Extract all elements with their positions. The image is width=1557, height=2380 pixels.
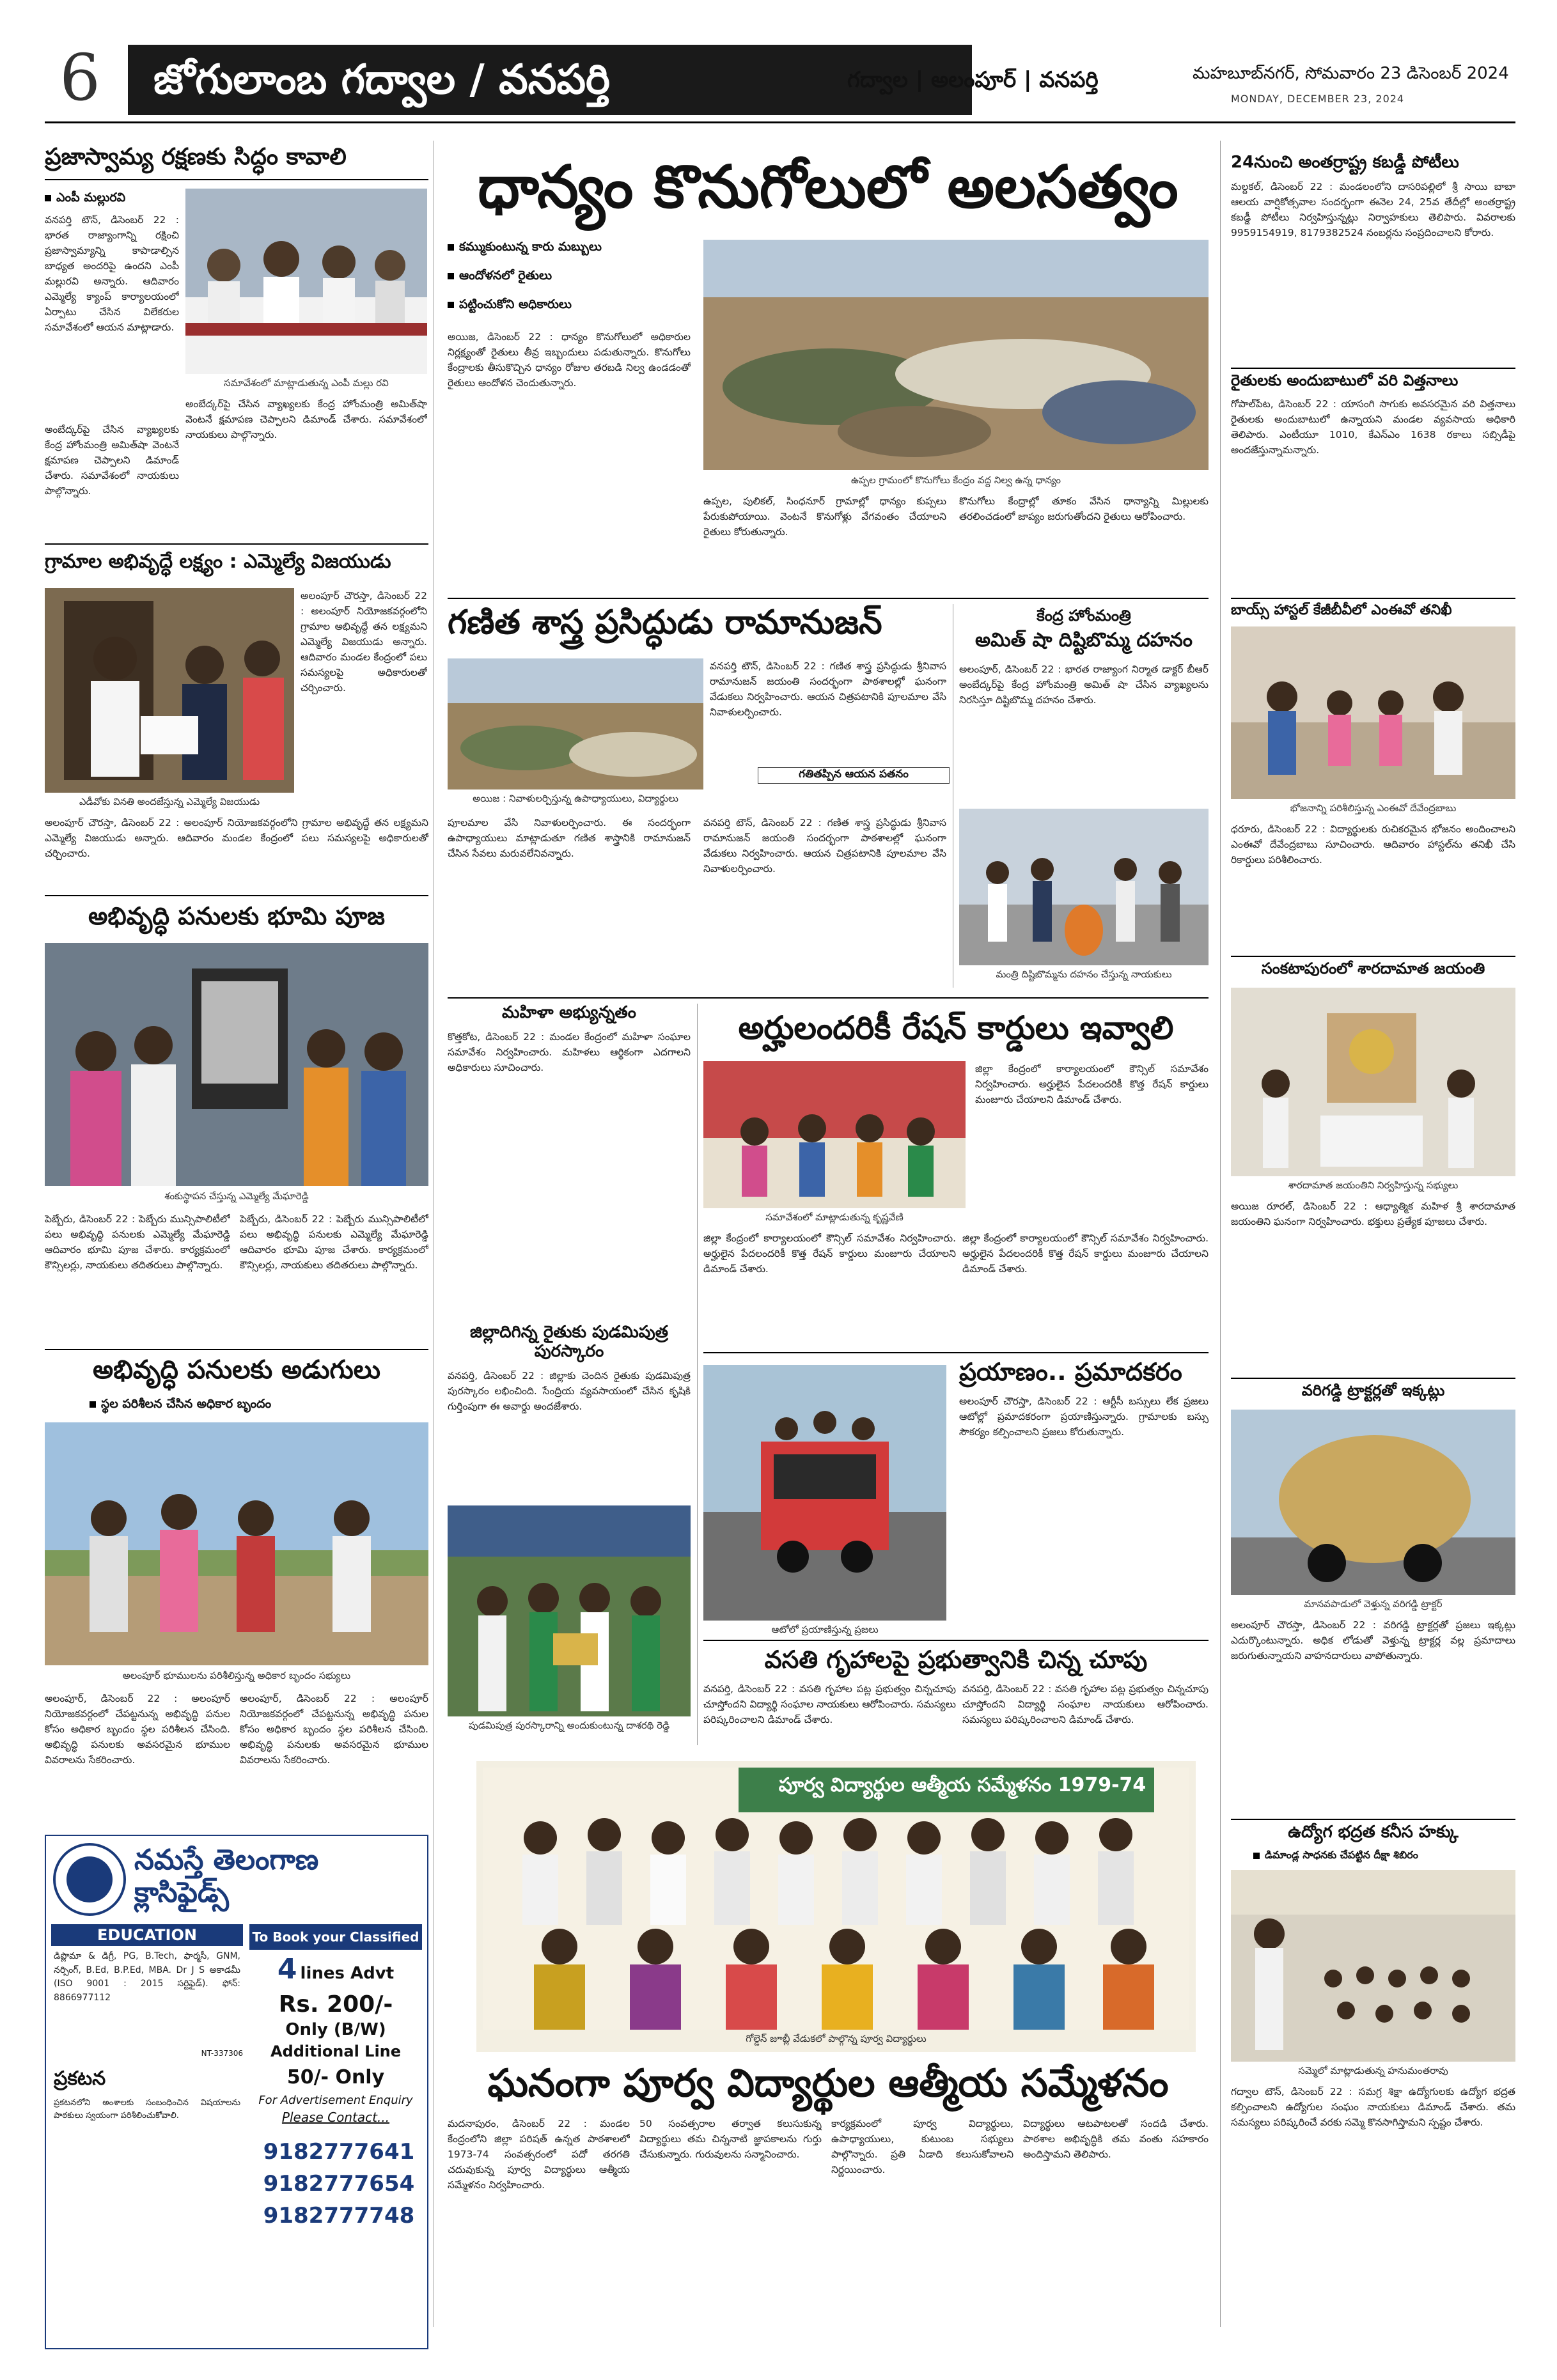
article-body: మదనాపురం, డిసెంబర్‌ 22 : మండల కేంద్రంలోని జిల్లా పరిషత్‌ ఉన్నత పాఠశాలలో 1973-74 సంవత్సరంలో పదో తరగతి చదువుకున్న పూర్వ విద్యార్థులు ఆత్మీయ సమ్మేళనం నిర్వహించారు. (448, 2118, 630, 2191)
effigy-burning-photo (959, 809, 1209, 965)
article-body: వనపర్తి టౌన్‌, డిసెంబర్‌ 22 : గణిత శాస్త్ర ప్రసిద్ధుడు శ్రీనివాస రామానుజన్‌ జయంతి సందర్భంగా పాఠశాలల్లో ఘనంగా వేడుకలు నిర్వహించారు. ఆయన చిత్రపటానికి పూలమాల వేసి నివాళులర్పించారు. (710, 660, 946, 719)
headline: అభివృద్ధి పనులకు అడుగులు (93, 1355, 380, 1385)
photo-caption: మానవపాడులో వెళ్తున్న వరిగడ్డి ట్రాక్టర్‌ (1304, 1598, 1443, 1610)
headline: అమిత్‌ షా దిష్టిబొమ్మ దహనం (975, 629, 1193, 651)
education-text: డిప్లొమా & డిగ్రీ, PG, B.Tech, ఫార్మసీ, GNM, నర్సింగ్, B.Ed, B.P.Ed, MBA. Dr J S అకాడమీ (ISO 9001 : 2015 సర్టిఫైడ్). ఫోన్: 8866977112 (54, 1951, 240, 2003)
price-note: Only (B/W) (285, 2020, 386, 2039)
article-body-cont: జిల్లా కేంద్రంలో కార్యాలయంలో కౌన్సిల్‌ సమావేశం నిర్వహించారు. అర్హులైన పేదలందరికీ కొత్త రేషన్‌ కార్డులు మంజూరు చేయాలని డిమాండ్‌ చేశారు. (703, 1233, 956, 1275)
article-body-cont: అలంపూర్‌, డిసెంబర్‌ 22 : అలంపూర్‌ నియోజకవర్గంలో చేపట్టనున్న అభివృద్ధి పనుల కోసం అధికార బృందం స్థల పరిశీలన చేసింది. అభివృద్ధి పనులకు అవసరమైన భూముల వివరాలను సేకరించారు. (240, 1693, 428, 1766)
bullet: పట్టించుకోని అధికారులు (448, 297, 691, 315)
article-body: కార్యక్రమంలో పూర్వ విద్యార్థులు, ఉపాధ్యాయులు, కుటుంబ సభ్యులు పాల్గొన్నారు. ప్రతి ఏడాది కలుసుకోవాలని నిర్ణయించారు. (831, 2118, 1013, 2176)
column-rule (697, 1004, 698, 1745)
additional-line: Additional Line (270, 2042, 402, 2060)
divider (1231, 1819, 1515, 1820)
article-body: పెబ్బేరు, డిసెంబర్‌ 22 : పెబ్బేరు మున్సిపాలిటీలో పలు అభివృద్ధి పనులకు ఎమ్మెల్యే మేఘారెడ్డి ఆదివారం భూమి పూజ చేశారు. కార్యక్రమంలో కౌన్సిలర్లు, నాయకులు తదితరులు పాల్గొన్నారు. (45, 1213, 230, 1272)
divider (448, 997, 1209, 999)
masthead-date-en: MONDAY, DECEMBER 23, 2024 (1231, 93, 1405, 105)
article-body-cont: అంబేద్కర్‌పై చేసిన వ్యాఖ్యలకు కేంద్ర హోంమంత్రి అమిత్‌షా వెంటనే క్షమాపణ చెప్పాలని డిమాండ్‌ చేశారు. సమావేశంలో నాయకులు పాల్గొన్నారు. (45, 424, 179, 497)
notice-text: ప్రకటనలోని అంశాలకు సంబంధించిన విషయాలను పాఠకులు స్వయంగా పరిశీలించుకోవాలి. (54, 2098, 240, 2121)
kicker: కేంద్ర హోంమంత్రి (1037, 607, 1131, 625)
photo-caption: భోజనాన్ని పరిశీలిస్తున్న ఎంఈవో దేవేంద్రబాబు (1290, 802, 1457, 814)
article-body: కొనుగోలు కేంద్రాల్లో తూకం వేసిన ధాన్యాన్ని మిల్లులకు తరలించడంలో జాప్యం జరుగుతోందని రైతులు ఆరోపించారు. (959, 495, 1209, 523)
bullet: స్థల పరిశీలన చేసిన అధికార బృందం (90, 1397, 422, 1414)
photo-caption: మంత్రి దిష్టిబొమ్మను దహనం చేస్తున్న నాయకులు (996, 968, 1172, 980)
photo-caption: సమావేశంలో మాట్లాడుతున్న ఎంపీ మల్లు రవి (224, 377, 389, 389)
ad-code: NT-337306 (201, 2049, 243, 2058)
headline: వరిగడ్డి ట్రాక్టర్లతో ఇక్కట్లు (1301, 1381, 1445, 1399)
bullet: కమ్ముకుంటున్న కారు మబ్బులు (448, 240, 691, 257)
photo-caption: సమ్మెలో మాట్లాడుతున్న హనుమంతరావు (1298, 2065, 1448, 2076)
jayanthi-photo (1231, 988, 1515, 1176)
article-body: అయిజ రూరల్‌, డిసెంబర్‌ 22 : ఆధ్యాత్మిక మహిళ శ్రీ శారదామాత జయంతిని ఘనంగా నిర్వహించారు. భక్తులు ప్రత్యేక పూజలు చేశారు. (1231, 1201, 1515, 1228)
divider (1231, 956, 1515, 957)
article-body: ధరూరు, డిసెంబర్‌ 22 : విద్యార్థులకు రుచికరమైన భోజనం అందించాలని ఎంఈవో దేవేంద్రబాబు సూచించారు. ఆదివారం హాస్టల్‌ను తనిఖీ చేసి రికార్డులు పరిశీలించారు. (1231, 823, 1515, 866)
photo-caption: అయిజ : నివాళులర్పిస్తున్న ఉపాధ్యాయులు, విద్యార్థులు (473, 793, 678, 804)
article-body-cont: జిల్లా కేంద్రంలో కార్యాలయంలో కౌన్సిల్‌ సమావేశం నిర్వహించారు. అర్హులైన పేదలందరికీ కొత్త రేషన్‌ కార్డులు మంజూరు చేయాలని డిమాండ్‌ చేశారు. (962, 1233, 1209, 1275)
article-body: విద్యార్థులు ఆటపాటలతో సందడి చేశారు. పాఠశాల అభివృద్ధికి తమ వంతు సహకారం అందిస్తామని తెలిపారు. (1023, 2118, 1209, 2161)
price: Rs. 200/- (278, 1991, 393, 2018)
masthead-rule (45, 121, 1515, 123)
site-inspection-photo (45, 1422, 428, 1665)
headline: గణిత శాస్త్ర ప్రసిద్ధుడు రామానుజన్‌ (448, 603, 882, 642)
divider (703, 1640, 1209, 1641)
article-body-cont: పెబ్బేరు, డిసెంబర్‌ 22 : పెబ్బేరు మున్సిపాలిటీలో పలు అభివృద్ధి పనులకు ఎమ్మెల్యే మేఘారెడ్డి ఆదివారం భూమి పూజ చేశారు. కార్యక్రమంలో కౌన్సిలర్లు, నాయకులు తదితరులు పాల్గొన్నారు. (240, 1213, 428, 1272)
article-body: వనపర్తి, డిసెంబర్‌ 22 : జిల్లాకు చెందిన రైతుకు పుడమిపుత్ర పురస్కారం లభించింది. సేంద్రియ వ్యవసాయంలో చేసిన కృషికి గుర్తింపుగా ఈ అవార్డు అందజేశారు. (448, 1370, 691, 1413)
bullet: డిమాండ్ల సాధనకు చేపట్టిన దీక్షా శిబిరం (1253, 1849, 1515, 1863)
masthead-title: జోగులాంబ గద్వాల / వనపర్తి (128, 45, 972, 115)
foundation-stone-photo (45, 943, 428, 1186)
photo-caption: ఆటోలో ప్రయాణిస్తున్న ప్రజలు (771, 1624, 879, 1635)
headline: 24నుంచి అంతర్రాష్ట్ర కబడ్డీ పోటీలు (1231, 153, 1459, 172)
article-body: జిల్లా కేంద్రంలో కార్యాలయంలో కౌన్సిల్‌ సమావేశం నిర్వహించారు. అర్హులైన పేదలందరికీ కొత్త రేషన్‌ కార్డులు మంజూరు చేయాలని డిమాండ్‌ చేశారు. (975, 1063, 1209, 1106)
photo-caption: శారదామాత జయంతిని నిర్వహిస్తున్న సభ్యులు (1288, 1179, 1459, 1191)
lead-headline: ధాన్యం కొనుగోలులో అలసత్వం (478, 153, 1178, 221)
alumni-banner: పూర్వ విద్యార్థుల ఆత్మీయ సమ్మేళనం 1979-74 (778, 1774, 1146, 1796)
alumni-group-photo (483, 1768, 1189, 2030)
divider (45, 543, 428, 545)
contact: Please Contact... (281, 2110, 390, 2125)
divider (1231, 1378, 1515, 1379)
photo-caption: గోల్డెన్‌ జూబ్లీ వేడుకలో పాల్గొన్న పూర్వ విద్యార్థులు (746, 2033, 927, 2044)
article-body: గద్వాల టౌన్‌, డిసెంబర్‌ 22 : సమగ్ర శిక్షా ఉద్యోగులకు ఉద్యోగ భద్రత కల్పించాలని ఉద్యోగుల సంఘం నాయకులు డిమాండ్‌ చేశారు. తమ సమస్యలు పరిష్కరించే వరకు సమ్మె కొనసాగిస్తామని స్పష్టం చేశారు. (1231, 2086, 1515, 2129)
divider (1231, 368, 1515, 369)
inset-quote: గతితప్పిన ఆయన పతనం (758, 767, 950, 784)
headline: బాయ్స్‌ హాస్టల్‌ కేజీబీవీలో ఎంఈవో తనిఖీ (1231, 602, 1452, 618)
lines-block: 4 lines Advt (277, 1953, 395, 1986)
divider (703, 1352, 1209, 1353)
masthead-date: మహబూబ్‌నగర్, సోమవారం 23 డిసెంబర్ 2024 (1193, 64, 1509, 83)
article-body: మల్దకల్‌, డిసెంబర్‌ 22 : మండలంలోని దాసరిపల్లిలో శ్రీ సాయి బాబా ఆలయ వార్షికోత్సవాల సందర్భంగా ఈనెల 24, 25వ తేదీల్లో అంతర్రాష్ట్ర కబడ్డీ పోటీలు నిర్వహిస్తున్నట్లు నిర్వాహకులు తెలిపారు. వివరాలకు 9959154919, 8179382524 నంబర్లను సంప్రదించాలని కోరారు. (1231, 181, 1515, 239)
bullet: ఎంపీ మల్లురవి (45, 191, 179, 208)
headline: మహిళా అభ్యున్నతం (502, 1003, 636, 1022)
article-body-cont: అలంపూర్‌ చౌరస్తా, డిసెంబర్‌ 22 : అలంపూర్‌ నియోజకవర్గంలోని గ్రామాల అభివృద్ధే తన లక్ష్యమని ఎమ్మెల్యే విజయుడు అన్నారు. ఆదివారం మండల కేంద్రంలో పలు సమస్యలపై అధికారులతో చర్చించారు. (45, 817, 428, 860)
notice-label: ప్రకటన (54, 2067, 106, 2090)
article-body: 50 సంవత్సరాల తర్వాత కలుసుకున్న విద్యార్థులు తమ చిన్ననాటి జ్ఞాపకాలను గుర్తు చేసుకున్నారు. గురువులను సన్మానించారు. (639, 2118, 822, 2161)
masthead-sections: గద్వాల | అలంపూర్ | వనపర్తి (847, 67, 1099, 93)
headline: రైతులకు అందుబాటులో వరి విత్తనాలు (1231, 371, 1459, 389)
strike-camp-photo (1231, 1870, 1515, 2062)
phone-number: 9182777748 (263, 2203, 415, 2228)
classifieds-brand: నమస్తే తెలంగాణ క్లాసిఫైడ్స్ (134, 1844, 319, 1909)
headline: అర్హులందరికీ రేషన్‌ కార్డులు ఇవ్వాలి (738, 1009, 1174, 1046)
press-meet-photo (185, 189, 427, 374)
article-body: అలంపూర్‌ చౌరస్తా, డిసెంబర్‌ 22 : అలంపూర్‌ నియోజకవర్గంలోని గ్రామాల అభివృద్ధే తన లక్ష్యమని ఎమ్మెల్యే విజయుడు అన్నారు. ఆదివారం మండల కేంద్రంలో పలు సమస్యలపై అధికారులతో చర్చించారు. (301, 590, 427, 694)
enquiry: For Advertisement Enquiry (258, 2094, 413, 2107)
award-photo (448, 1505, 691, 1716)
divider (45, 179, 428, 180)
photo-caption: అలంపూర్‌ భూములను పరిశీలిస్తున్న అధికార బృందం సభ్యులు (122, 1670, 351, 1681)
article-body: అయిజ, డిసెంబర్‌ 22 : ధాన్యం కొనుగోలులో అధికారుల నిర్లక్ష్యంతో రైతులు తీవ్ర ఇబ్బందులు పడుతున్నారు. కొనుగోలు కేంద్రాలకు తీసుకొచ్చిన ధాన్యం రోజుల తరబడి నిల్వ ఉండడంతో రైతులు ఆందోళన చెందుతున్నారు. (448, 331, 691, 389)
classifieds-seal (51, 1841, 128, 1918)
photo-caption: ఎడీవోకు వినతి అందజేస్తున్న ఎమ్మెల్యే విజయుడు (79, 796, 260, 807)
headline: సంకటాపురంలో శారదామాత జయంతి (1261, 960, 1485, 977)
mla-petition-photo (45, 588, 294, 793)
page-number: 6 (59, 40, 100, 115)
divider (45, 1349, 428, 1350)
headline: జిల్లాదిగిన్న రైతుకు పుడమిపుత్ర పురస్కారం (470, 1323, 668, 1361)
tractor-photo (1231, 1410, 1515, 1595)
article-body: పూలమాల వేసి నివాళులర్పించారు. ఈ సందర్భంగా ఉపాధ్యాయులు మాట్లాడుతూ గణిత శాస్త్రానికి రామానుజన్‌ చేసిన సేవలు మరువలేనివన్నారు. (448, 817, 691, 860)
meeting-photo (703, 1061, 966, 1208)
tribute-photo (448, 658, 703, 789)
headline: గ్రామాల అభివృద్ధే లక్ష్యం : ఎమ్మెల్యే విజయుడు (45, 550, 391, 573)
headline: వసతి గృహాలపై ప్రభుత్వానికి చిన్న చూపు (764, 1645, 1148, 1674)
photo-caption: ఉప్పల గ్రామంలో కొనుగోలు కేంద్రం వద్ద నిల్వ ఉన్న ధాన్యం (850, 474, 1061, 486)
article-body: అలంపూర్‌ చౌరస్తా, డిసెంబర్‌ 22 : వరిగడ్డి ట్రాక్టర్లతో ప్రజలు ఇక్కట్లు ఎదుర్కొంటున్నారు. అధిక లోడుతో వెళ్తున్న ట్రాక్టర్ల వల్ల ప్రమాదాలు జరుగుతున్నాయని వాహనదారులు వాపోతున్నారు. (1231, 1619, 1515, 1662)
divider (448, 598, 1209, 599)
photo-caption: సమావేశంలో మాట్లాడుతున్న కృష్ణవేణి (765, 1211, 904, 1223)
additional-price: 50/- Only (286, 2066, 385, 2088)
article-body: అలంపూర్‌, డిసెంబర్‌ 22 : భారత రాజ్యాంగ నిర్మాత డాక్టర్‌ బీఆర్‌ అంబేద్కర్‌పై కేంద్ర హోంమంత్రి అమిత్‌ షా చేసిన వ్యాఖ్యలను నిరసిస్తూ దిష్టిబొమ్మ దహనం చేశారు. (959, 664, 1209, 706)
education-label: EDUCATION (51, 1924, 243, 1946)
grain-heaps-photo (703, 240, 1209, 470)
divider (1231, 598, 1515, 599)
photo-caption: శంకుస్థాపన చేస్తున్న ఎమ్మెల్యే మేఘారెడ్డి (164, 1190, 309, 1202)
divider (45, 895, 428, 896)
phone-number: 9182777654 (263, 2171, 415, 2197)
article-body: అంబేద్కర్‌పై చేసిన వ్యాఖ్యలకు కేంద్ర హోంమంత్రి అమిత్‌షా వెంటనే క్షమాపణ చెప్పాలని డిమాండ్‌ చేశారు. సమావేశంలో నాయకులు పాల్గొన్నారు. (185, 398, 427, 441)
article-body-cont: వనపర్తి టౌన్‌, డిసెంబర్‌ 22 : గణిత శాస్త్ర ప్రసిద్ధుడు శ్రీనివాస రామానుజన్‌ జయంతి సందర్భంగా పాఠశాలల్లో ఘనంగా వేడుకలు నిర్వహించారు. ఆయన చిత్రపటానికి పూలమాల వేసి నివాళులర్పించారు. (703, 817, 946, 875)
article-body-cont: వనపర్తి, డిసెంబర్‌ 22 : వసతి గృహాల పట్ల ప్రభుత్వం చిన్నచూపు చూస్తోందని విద్యార్థి సంఘాల నాయకులు ఆరోపించారు. సమస్యలు పరిష్కరించాలని డిమాండ్‌ చేశారు. (962, 1683, 1209, 1726)
headline: ప్రజాస్వామ్య రక్షణకు సిద్ధం కావాలి (45, 144, 347, 170)
headline: అభివృద్ధి పనులకు భూమి పూజ (88, 902, 385, 930)
bullet: ఆందోళనలో రైతులు (448, 268, 691, 286)
overloaded-auto-photo (703, 1365, 946, 1621)
headline: ఉద్యోగ భద్రత కనీస హక్కు (1288, 1823, 1459, 1842)
headline: ప్రయాణం.. ప్రమాదకరం (959, 1358, 1182, 1386)
column-rule (1220, 141, 1221, 2327)
article-body: ఉప్పల, పులికల్‌, సింధనూర్‌ గ్రామాల్లో ధాన్యం కుప్పలు పేరుకుపోయాయి. వెంటనే కొనుగోళ్లు వేగవంతం చేయాలని రైతులు కోరుతున్నారు. (703, 495, 946, 538)
book-title: To Book your Classified (249, 1924, 422, 1950)
headline: ఘనంగా పూర్వ విద్యార్థుల ఆత్మీయ సమ్మేళనం (487, 2061, 1169, 2106)
phone-number: 9182777641 (263, 2139, 415, 2165)
article-body: కొత్తకోట, డిసెంబర్‌ 22 : మండల కేంద్రంలో మహిళా సంఘాల సమావేశం నిర్వహించారు. మహిళలు ఆర్థికంగా ఎదగాలని అధికారులు సూచించారు. (448, 1031, 691, 1074)
article-body: వనపర్తి టౌన్‌, డిసెంబర్‌ 22 : భారత రాజ్యాంగాన్ని రక్షించి ప్రజాస్వామ్యాన్ని కాపాడాల్సిన బాధ్యత అందరిపై ఉందని ఎంపీ మల్లురవి అన్నారు. ఆదివారం ఎమ్మెల్యే క్యాంప్‌ కార్యాలయంలో ఏర్పాటు చేసిన విలేకరుల సమావేశంలో ఆయన మాట్లాడారు. (45, 214, 179, 334)
article-body: అలంపూర్‌ చౌరస్తా, డిసెంబర్‌ 22 : ఆర్టీసీ బస్సులు లేక ప్రజలు ఆటోల్లో ప్రమాదకరంగా ప్రయాణిస్తున్నారు. గ్రామాలకు బస్సు సౌకర్యం కల్పించాలని ప్రజలు కోరుతున్నారు. (959, 1396, 1209, 1438)
article-body: గోపాల్‌పేట, డిసెంబర్‌ 22 : యాసంగి సాగుకు అవసరమైన వరి విత్తనాలు రైతులకు అందుబాటులో ఉన్నాయని మండల వ్యవసాయ అధికారి తెలిపారు. ఎంటీయూ 1010, కేఎన్‌ఎం 1638 రకాలు సబ్సిడీపై అందజేస్తున్నామన్నారు. (1231, 398, 1515, 456)
article-body: వనపర్తి, డిసెంబర్‌ 22 : వసతి గృహాల పట్ల ప్రభుత్వం చిన్నచూపు చూస్తోందని విద్యార్థి సంఘాల నాయకులు ఆరోపించారు. సమస్యలు పరిష్కరించాలని డిమాండ్‌ చేశారు. (703, 1683, 956, 1726)
photo-caption: పుడమిపుత్ర పురస్కారాన్ని అందుకుంటున్న దాశరథి రెడ్డి (468, 1720, 670, 1731)
article-body: అలంపూర్‌, డిసెంబర్‌ 22 : అలంపూర్‌ నియోజకవర్గంలో చేపట్టనున్న అభివృద్ధి పనుల కోసం అధికార బృందం స్థల పరిశీలన చేసింది. అభివృద్ధి పనులకు అవసరమైన భూముల వివరాలను సేకరించారు. (45, 1693, 230, 1766)
hostel-inspection-photo (1231, 626, 1515, 799)
